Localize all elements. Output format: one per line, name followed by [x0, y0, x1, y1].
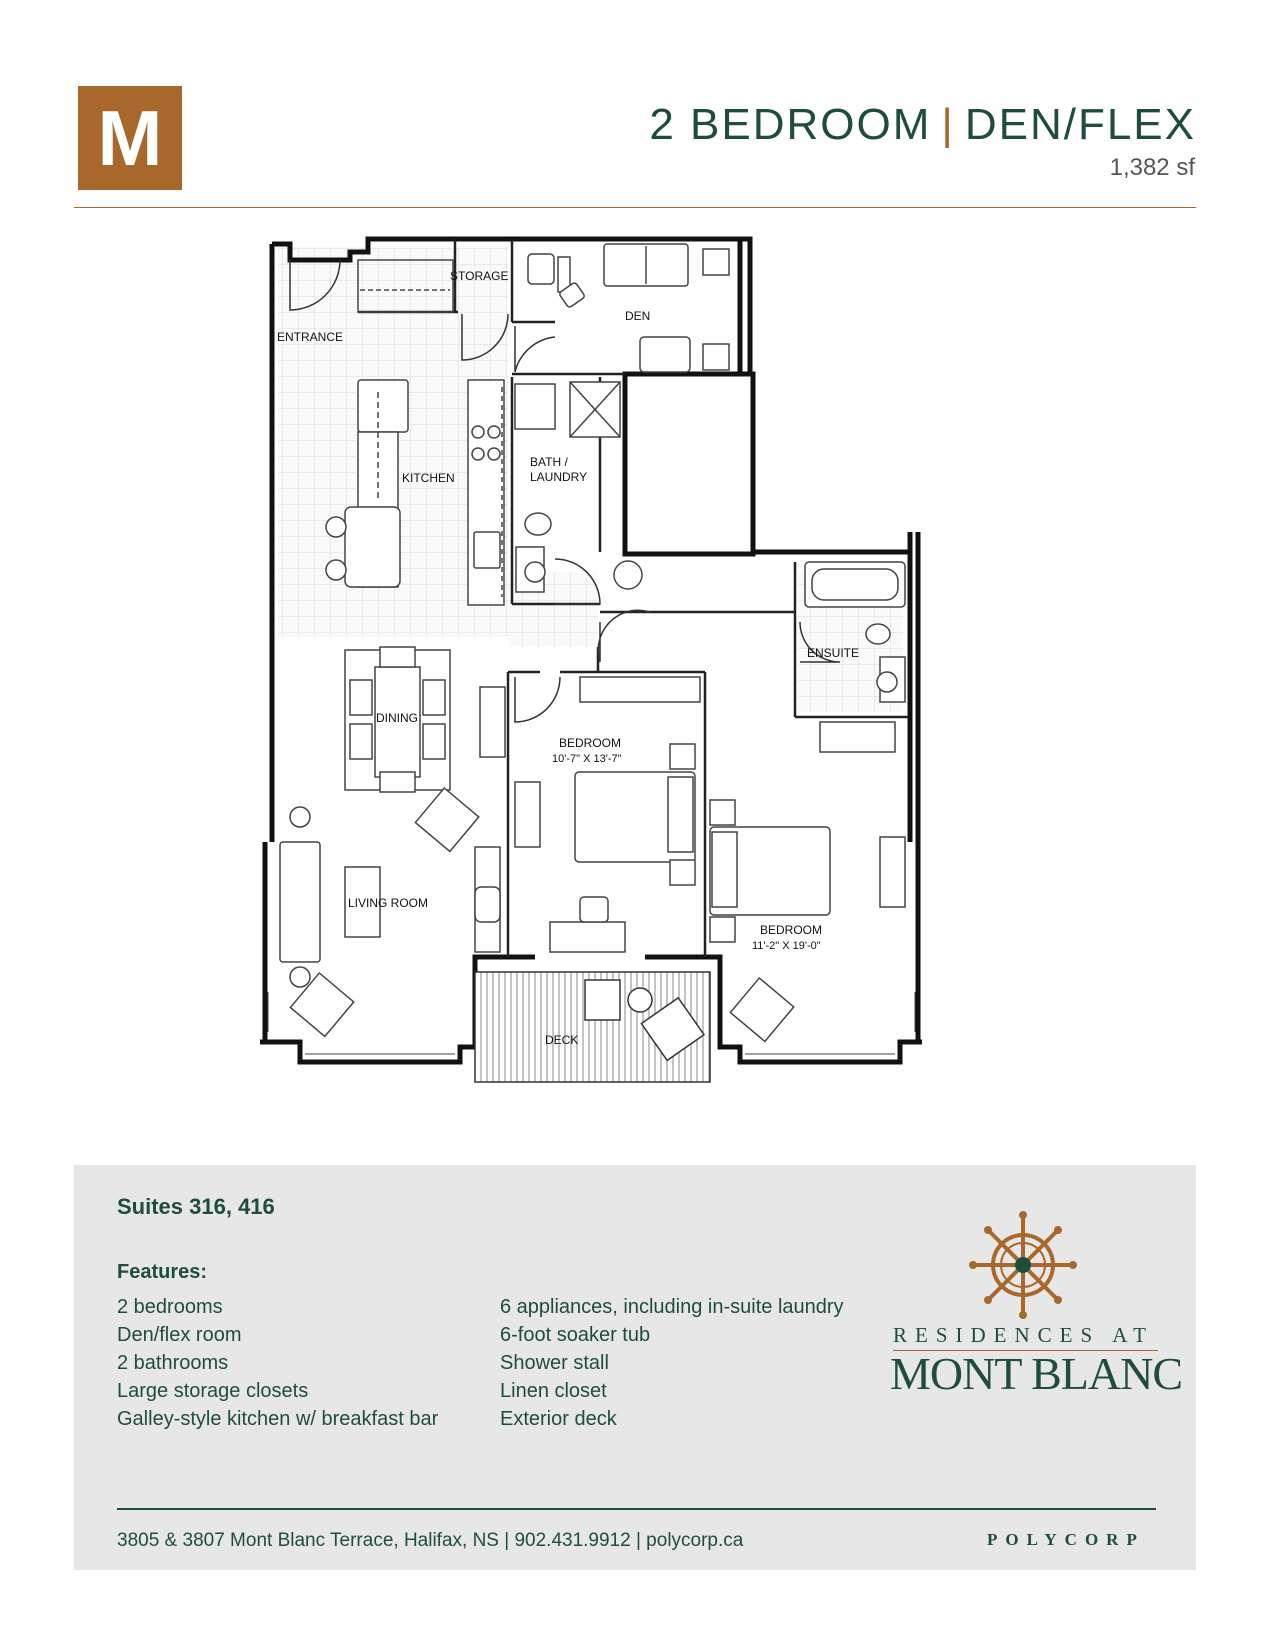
footer-divider [117, 1508, 1156, 1510]
feature-item: 6 appliances, including in-suite laundry [500, 1296, 844, 1318]
label-bedroom-one: BEDROOM [559, 736, 622, 750]
square-footage: 1,382 sf [1109, 154, 1195, 181]
label-dining: DINING [376, 711, 418, 725]
label-bath-line1: BATH / [530, 455, 568, 469]
page-title [649, 100, 1196, 150]
feature-item: Linen closet [500, 1380, 607, 1402]
label-storage: STORAGE [450, 269, 509, 283]
feature-item: 2 bathrooms [117, 1352, 229, 1374]
label-entrance: ENTRANCE [277, 330, 344, 344]
living-furniture [280, 788, 500, 1036]
bedroom-one-furniture [515, 677, 700, 952]
features-list-left [117, 1293, 438, 1433]
floor-plan [250, 232, 970, 1132]
header-divider [74, 207, 1196, 208]
deck [475, 972, 710, 1082]
den-furniture [528, 244, 729, 372]
dining-set [345, 647, 505, 792]
label-bath-line2: LAUNDRY [530, 470, 588, 484]
label-living-room: LIVING ROOM [348, 896, 429, 910]
polycorp-logo: POLYCORP [987, 1530, 1145, 1549]
label-bedroom-two: BEDROOM [760, 923, 823, 937]
label-kitchen: KITCHEN [402, 471, 455, 485]
logo-mont-blanc: MONT BLANC [890, 1348, 1183, 1399]
features-heading: Features: [117, 1261, 208, 1283]
feature-item: Exterior deck [500, 1408, 617, 1430]
label-den: DEN [625, 309, 651, 323]
label-ensuite: ENSUITE [807, 646, 860, 660]
footer-contact: 3805 & 3807 Mont Blanc Terrace, Halifax, NS | 902.431.9912 | polycorp.ca [117, 1530, 744, 1551]
label-deck: DECK [545, 1033, 579, 1047]
feature-item: Large storage closets [117, 1380, 309, 1402]
ship-wheel-icon [968, 1210, 1078, 1320]
suite-numbers: Suites 316, 416 [117, 1194, 275, 1219]
label-bedroom-two-dims: 11'-2" X 19'-0" [752, 940, 821, 952]
title-bedroom: 2 BEDROOM [649, 100, 932, 149]
feature-item: Den/flex room [117, 1324, 242, 1346]
bedroom-two-furniture [710, 800, 905, 1041]
feature-item: 2 bedrooms [117, 1296, 223, 1318]
title-separator: | [941, 100, 955, 149]
logo-residences-at: RESIDENCES AT [893, 1323, 1154, 1347]
feature-item: Shower stall [500, 1352, 609, 1374]
label-bedroom-one-dims: 10'-7" X 13'-7" [552, 753, 622, 765]
title-den-flex: DEN/FLEX [964, 100, 1196, 149]
feature-item: 6-foot soaker tub [500, 1324, 651, 1346]
suite-type-badge: M [78, 86, 182, 190]
features-list-right [500, 1293, 844, 1433]
feature-item: Galley-style kitchen w/ breakfast bar [117, 1408, 439, 1430]
